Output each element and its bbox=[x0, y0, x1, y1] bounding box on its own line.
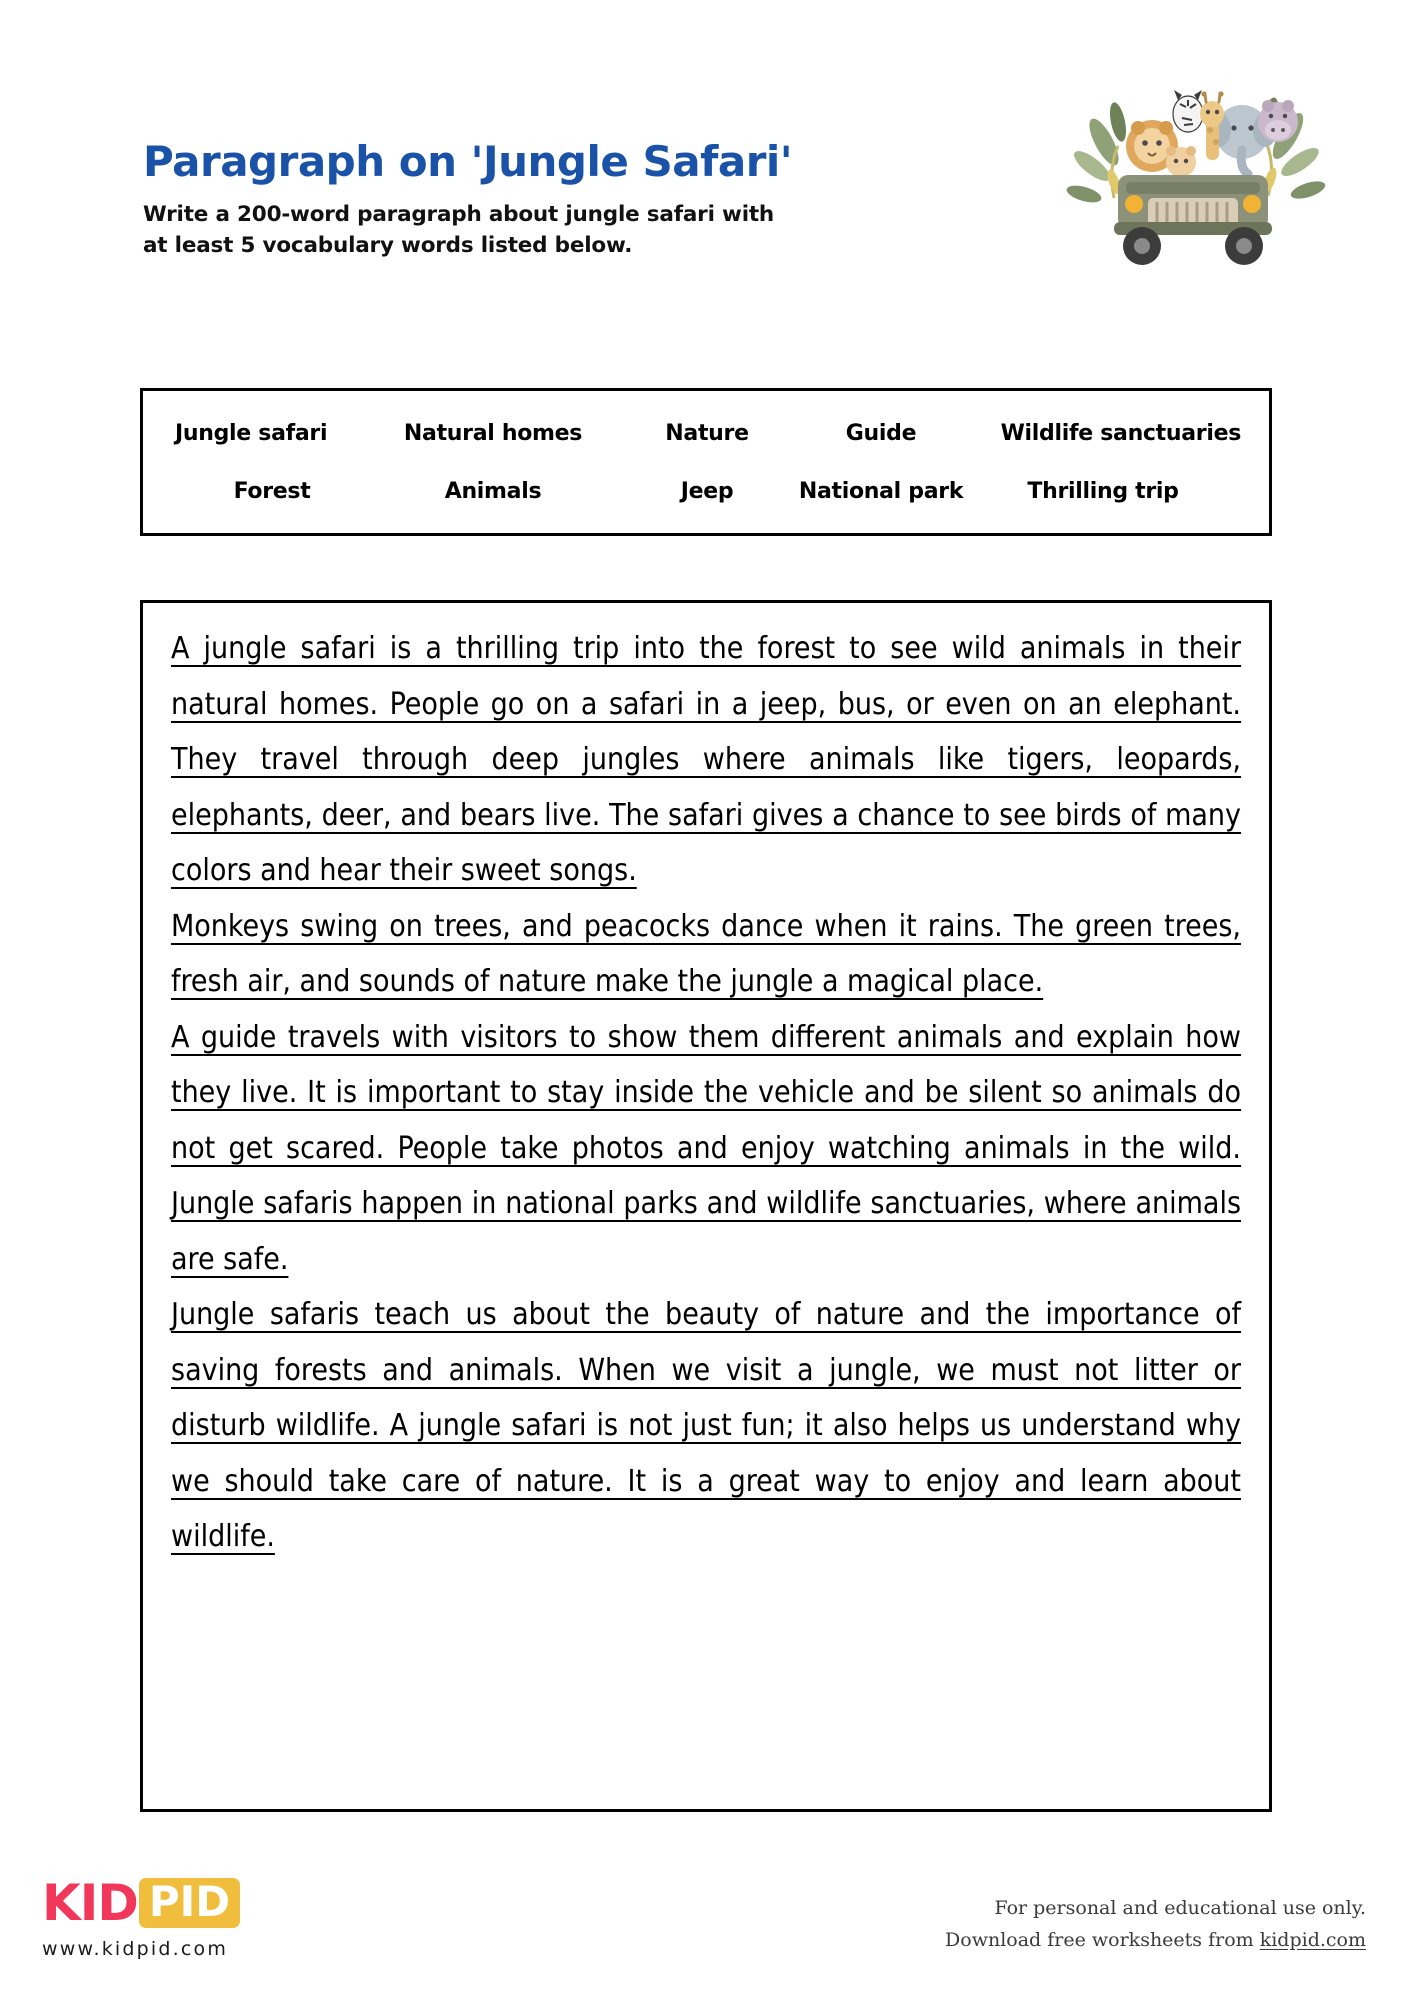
footer-note-prefix: Download free worksheets from bbox=[945, 1928, 1260, 1951]
paragraph-text: A jungle safari is a thrilling trip into the forest to see wild animals in their natural homes. People go on a safari in a jeep, bus, or even on an elephant. They travel through deep jungles where animals like tigers, leopards, elephants, deer, and bears live. The safari gives a chance to see birds of many colors and hear their sweet songs. bbox=[171, 631, 1241, 888]
vocabulary-word: Thrilling trip bbox=[1027, 478, 1179, 504]
hippo-icon bbox=[1258, 100, 1298, 142]
safari-jeep-illustration bbox=[1056, 70, 1326, 300]
vocabulary-word: Natural homes bbox=[403, 420, 583, 446]
vocabulary-word: Wildlife sanctuaries bbox=[1000, 420, 1241, 446]
paragraph-block bbox=[171, 621, 1241, 899]
paragraph-block bbox=[171, 1287, 1241, 1565]
vocabulary-word: Nature bbox=[665, 420, 749, 446]
vocabulary-row-1 bbox=[169, 404, 1243, 462]
logo-wordmark bbox=[42, 1876, 372, 1930]
worksheet-header bbox=[143, 137, 943, 261]
footer-note-line-2 bbox=[945, 1925, 1366, 1956]
vocabulary-word: National park bbox=[798, 478, 964, 504]
paragraph-block bbox=[171, 1010, 1241, 1288]
paragraph-text: Monkeys swing on trees, and peacocks dance when it rains. The green trees, fresh air, and sounds of nature make the jungle a magical place. bbox=[171, 908, 1241, 999]
vocabulary-row-2 bbox=[169, 462, 1243, 520]
vocabulary-word: Jeep bbox=[680, 478, 734, 504]
kidpid-link[interactable]: kidpid.com bbox=[1259, 1928, 1366, 1951]
footer-usage-note bbox=[945, 1893, 1366, 1956]
logo-pid-badge: PID bbox=[139, 1878, 240, 1928]
paragraph-text: A guide travels with visitors to show them different animals and explain how they live. It is important to stay inside the vehicle and be silent so animals do not get scared. People take photos and enjoy watching animals in the wild. Jungle safaris happen in national parks and wildlife sanctuaries, where animals are safe. bbox=[171, 1019, 1241, 1277]
lion-cub-icon bbox=[1166, 146, 1196, 177]
paragraph-answer-area[interactable] bbox=[140, 600, 1272, 1812]
vocabulary-word-bank bbox=[140, 388, 1272, 536]
paragraph-text: Jungle safaris teach us about the beauty of nature and the importance of saving forests and animals. When we visit a jungle, we must not litter or disturb wildlife. A jungle safari is not just fun; it also helps us understand why we should take care of nature. It is a great way to enjoy and learn about wildlife. bbox=[171, 1297, 1241, 1554]
headlight-icon bbox=[1243, 195, 1261, 213]
kidpid-logo[interactable] bbox=[42, 1876, 372, 1960]
vocabulary-word: Forest bbox=[233, 478, 311, 504]
footer-note-line-1: For personal and educational use only. bbox=[994, 1897, 1366, 1920]
handwritten-paragraph bbox=[171, 621, 1241, 1565]
paragraph-block bbox=[171, 899, 1241, 1010]
vocabulary-word: Animals bbox=[444, 478, 542, 504]
worksheet-instructions: Write a 200-word paragraph about jungle safari with at least 5 vocabulary words listed below. bbox=[143, 202, 775, 258]
headlight-icon bbox=[1125, 195, 1143, 213]
jeep-icon bbox=[1114, 175, 1272, 265]
logo-website-url: www.kidpid.com bbox=[42, 1938, 229, 1960]
vocabulary-word: Guide bbox=[845, 420, 917, 446]
zebra-icon bbox=[1173, 90, 1203, 132]
vocabulary-word: Jungle safari bbox=[175, 420, 328, 446]
logo-kid-text: KID bbox=[42, 1874, 138, 1932]
page-title: Paragraph on 'Jungle Safari' bbox=[143, 137, 793, 186]
